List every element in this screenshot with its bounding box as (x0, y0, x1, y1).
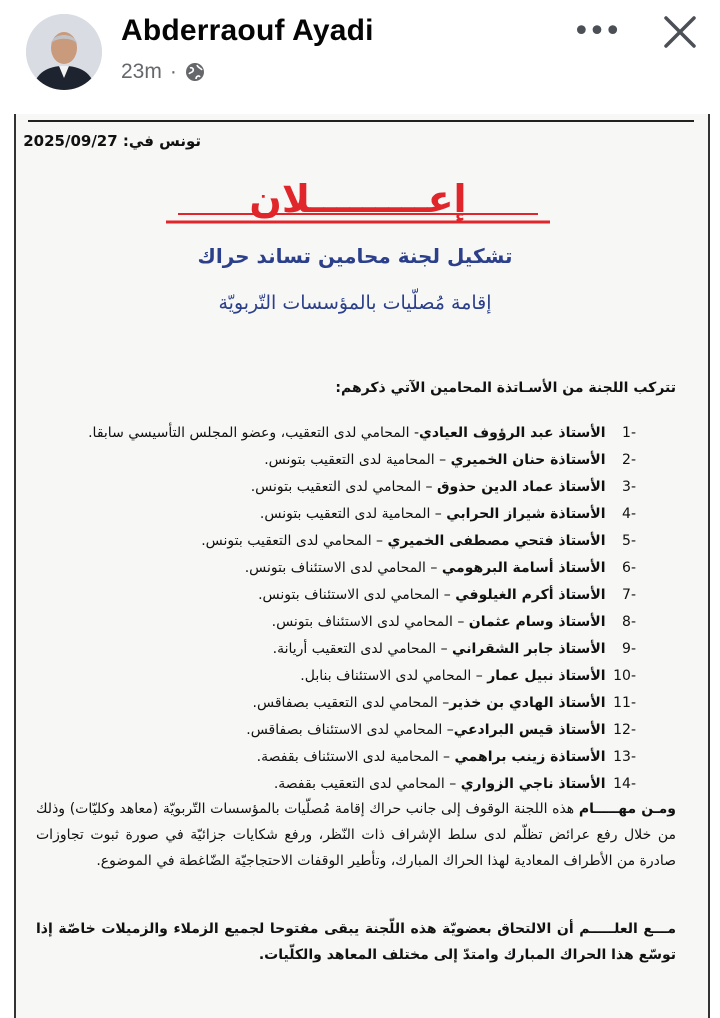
more-dots-icon: ••• (572, 14, 620, 49)
meta-separator: · (169, 60, 177, 83)
list-item: -14 الأستاذ ناجي الزواري – المحامي لدى التعقيب بقفصة. (273, 776, 636, 792)
list-item: -10 الأستاذ نبيل عمار – المحامي لدى الاستئناف بنابل. (300, 668, 636, 684)
document-date: تونس في: 2025/09/27 (23, 132, 201, 150)
members-list (36, 420, 636, 798)
announcement-title (148, 170, 568, 230)
list-item: -2 الأستاذة حنان الخميري – المحامية لدى التعقيب بتونس. (264, 452, 636, 468)
list-item: -7 الأستاذ أكرم الغيلوفي – المحامي لدى الاستئناف بتونس. (258, 587, 636, 603)
tasks-lead: ومـن مهـــــام (578, 801, 677, 817)
post-time[interactable]: 23m (121, 60, 162, 83)
list-item: -11 الأستاذ الهادي بن خذير– المحامي لدى التعقيب بصفاقس. (252, 695, 636, 711)
post-header (0, 0, 720, 112)
list-item: -8 الأستاذ وسام عثمان – المحامي لدى الاستئناف بتونس. (271, 614, 636, 630)
list-item: -3 الأستاذ عماد الدين حذوق – المحامي لدى التعقيب بتونس. (250, 479, 636, 495)
close-button[interactable] (658, 10, 702, 54)
list-item: -9 الأستاذ جابر الشقراني – المحامي لدى التعقيب أريانة. (272, 641, 636, 657)
globe-icon[interactable] (185, 62, 205, 82)
subtitle-committee: تشكيل لجنة محامين تساند حراك (197, 244, 513, 268)
close-icon (658, 10, 702, 54)
avatar[interactable] (26, 14, 102, 90)
list-item: -4 الأستاذة شيراز الحرابي – المحامية لدى التعقيب بتونس. (259, 506, 636, 522)
document-top-rule (28, 120, 694, 122)
list-item: -13 الأستاذة زينب براهمي – المحامية لدى الاستئناف بقفصة. (256, 749, 636, 765)
more-options-button[interactable] (572, 16, 620, 48)
list-item: -1 الأستاذ عبد الرؤوف العيادي- المحامي لدى التعقيب، وعضو المجلس التأسيسي سابقا. (88, 425, 636, 441)
list-item: -12 الأستاذ قيس البرادعي– المحامي لدى الاستئناف بصفاقس. (246, 722, 636, 738)
author-name[interactable]: Abderraouf Ayadi (121, 14, 374, 47)
committee-intro: تتركب اللجنة من الأسـاتذة المحامين الآتي ذكرهم: (335, 380, 676, 396)
post-meta (121, 60, 205, 84)
subtitle-prayer-rooms: إقامة مُصلّيات بالمؤسسات التّربويّة (218, 292, 492, 314)
avatar-portrait-icon (26, 14, 102, 90)
committee-tasks-paragraph (36, 796, 676, 874)
membership-note-paragraph: مـــع العلـــــم أن الالتحاق بعضويّة هذه اللّجنة يبقى مفتوحا لجميع الزملاء والزميلات خاصّة إذا توسّع هذا الحراك المبارك وامتدّ إلى مختلف المعاهد والكلّيات. (36, 921, 676, 963)
announcement-title-text: إعـــــــــلان (249, 177, 467, 221)
tasks-body: هذه اللجنة الوقوف إلى جانب حراك إقامة مُصلّيات بالمؤسسات التّربويّة (معاهد وكليّات) وذلك من خلال رفع عرائض تظلّم لدى سلط الإشراف ذات النّظر، ورفع شكايات جزائيّة في صورة ثبوت تجاوزات صادرة من الأطراف المعادية لهذا الحراك المبارك، وتأطير الوقفات الاحتجاجيّة الضّاغطة في الموضوع. (36, 801, 676, 869)
list-item: -5 الأستاذ فتحي مصطفى الخميري – المحامي لدى التعقيب بتونس. (201, 533, 636, 549)
list-item: -6 الأستاذ أسامة البرهومي – المحامي لدى الاستئناف بتونس. (244, 560, 636, 576)
